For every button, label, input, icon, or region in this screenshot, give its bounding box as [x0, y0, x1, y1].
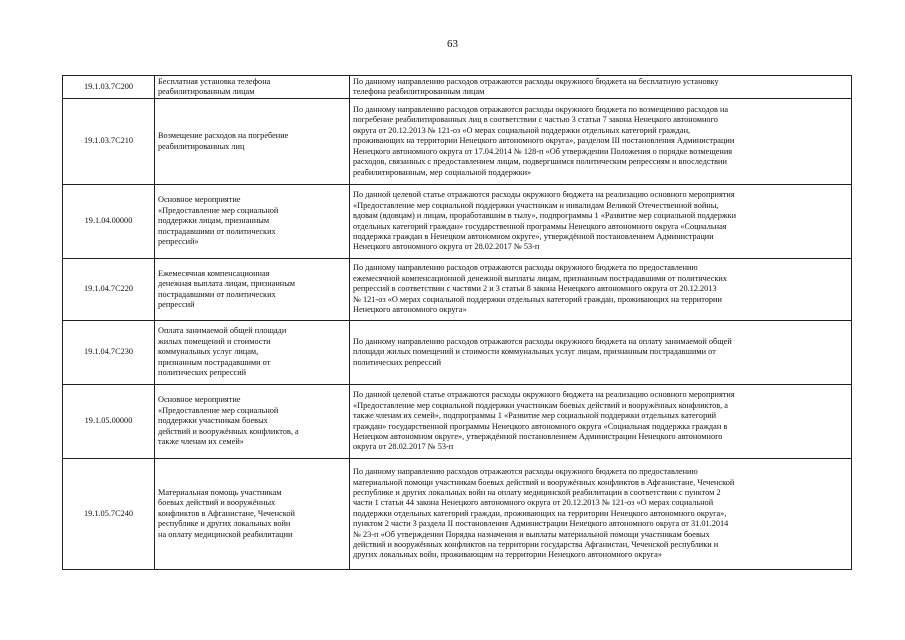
row-name-cell [155, 99, 350, 185]
name-line: на оплату медицинской реабилитации [158, 529, 293, 539]
description-line: части 1 статьи 44 закона Ненецкого автономного округа от 20.12.2013 № 121-оз «О мерах социальной [353, 498, 714, 508]
row-code-cell: 19.1.05.7С240 [63, 459, 155, 570]
name-line: Материальная помощь участникам [158, 487, 282, 497]
table-body [63, 76, 852, 570]
table-row [63, 459, 852, 570]
name-line: Основное мероприятие [158, 195, 241, 205]
name-line: признанным пострадавшими от [158, 357, 271, 367]
description-line: Ненецком автономном округе», утверждённой постановлением Администрации Ненецкого автономного [353, 431, 723, 441]
description-line: также членам их семей», подпрограммы 1 «Развитие мер социальной поддержки отдельных категорий [353, 411, 717, 421]
description-line: «Предоставление мер социальной поддержки участникам и инвалидам Великой Отечественной войны, [353, 200, 719, 210]
description-line: По данному направлению расходов отражаются расходы окружного бюджета по предоставлению [353, 467, 698, 477]
name-line: пострадавшими от политических [158, 289, 276, 299]
description-line: телефона реабилитированным лицам [353, 87, 485, 96]
row-description-cell [350, 385, 852, 459]
description-line: По данной целевой статье отражаются расходы окружного бюджета на реализацию основного мероприятия [353, 190, 735, 200]
description-line: округа от 20.12.2013 № 121-оз «О мерах социальной поддержки отдельных категорий граждан, [353, 125, 691, 135]
name-line: реабилитированным лицам [158, 87, 255, 96]
row-description-cell [350, 76, 852, 99]
name-line: республике и других локальных войн [158, 519, 291, 529]
table-row [63, 259, 852, 321]
row-name-cell [155, 321, 350, 385]
description-line: отдельных категорий граждан» государственной программы Ненецкого автономного округа «Социальная [353, 221, 727, 231]
name-line: репрессий» [158, 237, 199, 247]
description-line: площади жилых помещений и стоимости коммунальных услуг лицам, признанным пострадавшими от [353, 347, 716, 357]
description-line: № 121-оз «О мерах социальной поддержки отдельных категорий граждан, проживающих на территории [353, 294, 722, 304]
name-line: репрессий [158, 299, 195, 309]
description-line: поддержки отдельных категорий граждан, проживающих на территории Ненецкого автономного округа», [353, 508, 727, 518]
row-code-cell: 19.1.04.00000 [63, 185, 155, 259]
description-line: проживающих на территории Ненецкого автономного округа», разделом III постановления Администрации [353, 136, 735, 146]
description-line: № 23-п «Об утверждении Порядка назначения и выплаты материальной помощи участникам боевых [353, 529, 710, 539]
row-code-cell: 19.1.04.7С230 [63, 321, 155, 385]
description-line: поддержка граждан в Ненецком автономном округе», утверждённой постановлением Администрации [353, 231, 714, 241]
table-row [63, 321, 852, 385]
description-line: реабилитированным, мер социальной поддержки» [353, 167, 532, 177]
name-line: «Предоставление мер социальной [158, 205, 279, 215]
description-line: По данному направлению расходов отражаются расходы окружного бюджета по возмещению расходов на [353, 105, 729, 115]
name-line: коммунальных услуг лицам, [158, 347, 259, 357]
description-line: Ненецкого автономного округа от 17.04.2014 № 128-п «Об утверждении Положения о порядке возмещения [353, 146, 733, 156]
row-description-cell [350, 459, 852, 570]
row-code-cell: 19.1.03.7С200 [63, 76, 155, 99]
description-line: репрессий в соответствии с частями 2 и 3 статьи 8 закона Ненецкого автономного округа от 20.12.2013 [353, 284, 717, 294]
name-line: Ежемесячная компенсационная [158, 268, 270, 278]
row-name-cell [155, 76, 350, 99]
name-line: поддержки участникам боевых [158, 416, 268, 426]
description-line: граждан» государственной программы Ненецкого автономного округа «Социальная поддержка граждан в [353, 421, 728, 431]
table-row [63, 99, 852, 185]
description-line: По данному направлению расходов отражаются расходы окружного бюджета на оплату занимаемой общей [353, 336, 732, 346]
name-line: боевых действий и вооружённых [158, 498, 276, 508]
description-line: Ненецкого автономного округа» [353, 305, 467, 315]
table-row [63, 385, 852, 459]
table-row [63, 76, 852, 99]
name-line: жилых помещений и стоимости [158, 336, 271, 346]
name-line: политических репрессий [158, 368, 247, 378]
row-code-cell: 19.1.03.7С210 [63, 99, 155, 185]
name-line: конфликтов в Афганистане, Чеченской [158, 508, 295, 518]
name-line: «Предоставление мер социальной [158, 405, 279, 415]
description-line: округа от 28.02.2017 № 53-п [353, 442, 454, 452]
description-line: «Предоставление мер социальной поддержки участникам боевых действий и вооружённых конфликтов, а [353, 400, 728, 410]
row-description-cell [350, 185, 852, 259]
name-line: поддержки лицам, признанным [158, 216, 270, 226]
row-description-cell [350, 259, 852, 321]
row-description-cell [350, 321, 852, 385]
description-line: действий и вооружённых конфликтов на территории государства Афганистан, Чеченской республики и [353, 540, 719, 550]
name-line: пострадавшими от политических [158, 226, 276, 236]
description-line: Ненецкого автономного округа от 28.02.2017 № 53-п [353, 242, 540, 252]
table-row [63, 185, 852, 259]
row-name-cell [155, 259, 350, 321]
description-line: По данному направлению расходов отражаются расходы окружного бюджета на бесплатную установку [353, 76, 719, 86]
name-line: действий и вооружённых конфликтов, а [158, 426, 299, 436]
description-line: По данной целевой статье отражаются расходы окружного бюджета на реализацию основного мероприятия [353, 390, 735, 400]
name-line: реабилитированных лиц [158, 141, 245, 151]
description-line: погребение реабилитированных лиц в соответствии с частью 3 статьи 7 закона Ненецкого автономного [353, 115, 718, 125]
page-number: 63 [447, 38, 458, 50]
name-line: Возмещение расходов на погребение [158, 131, 289, 141]
description-line: пунктом 2 части 3 раздела II постановления Администрации Ненецкого автономного округа от 31.01.2014 [353, 519, 729, 529]
name-line: также членам их семей» [158, 437, 244, 447]
name-line: денежная выплата лицам, признанным [158, 279, 296, 289]
budget-classification-table [62, 75, 852, 570]
row-code-cell: 19.1.04.7С220 [63, 259, 155, 321]
row-name-cell [155, 385, 350, 459]
name-line: Основное мероприятие [158, 395, 241, 405]
row-code-cell: 19.1.05.00000 [63, 385, 155, 459]
name-line: Оплата занимаемой общей площади [158, 326, 287, 336]
description-line: ежемесячной компенсационной денежной выплаты лицам, признанным пострадавшими от политических [353, 273, 728, 283]
description-line: политических репрессий [353, 357, 442, 367]
row-name-cell [155, 459, 350, 570]
name-line: Бесплатная установка телефона [158, 76, 271, 86]
description-line: республике и других локальных войн на оплату медицинской реабилитации в соответствии с пунктом 2 [353, 487, 721, 497]
description-line: других локальных войн, проживающим на территории Ненецкого автономного округа» [353, 550, 662, 560]
description-line: вдовам (вдовцам) и лицам, проработавшим в тылу», подпрограммы 1 «Развитие мер социальной поддержки [353, 211, 737, 221]
description-line: По данному направлению расходов отражаются расходы окружного бюджета по предоставлению [353, 263, 698, 273]
row-description-cell [350, 99, 852, 185]
row-name-cell [155, 185, 350, 259]
description-line: материальной помощи участникам боевых действий и вооружённых конфликтов в Афганистане, Чеченской [353, 477, 735, 487]
description-line: расходов, связанных с предоставлением лицам, подвергшимся политическим репрессиям и впоследствии [353, 157, 727, 167]
